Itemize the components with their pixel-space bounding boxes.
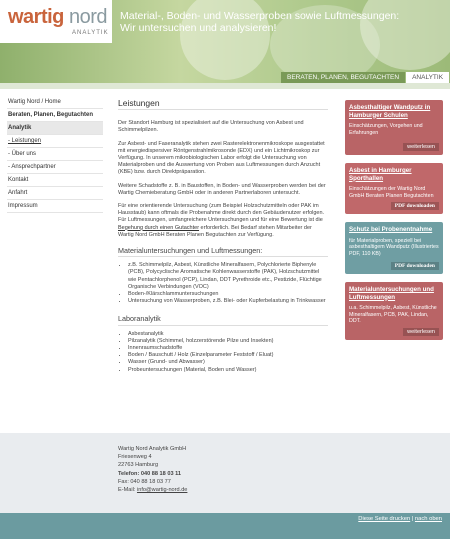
sidebar — [7, 96, 103, 213]
list-item: • Asbestanalytik — [128, 331, 328, 338]
sidebar-item-ueber-uns[interactable]: - Über uns — [7, 148, 103, 161]
page-title: Leistungen — [118, 100, 328, 110]
promo-materialuntersuchungen — [345, 282, 443, 340]
top-tabs — [280, 72, 449, 83]
paragraph-analytik: Zur Asbest- und Faseranalytik stehen zwei Rasterelektronenmikroskope ausgestattet mit energiedispersiver Röntgenstrahlmikrosonde (EDX) und ein Lichtmikroskop zur Verfügung. In unserem mikrobiologischen Labor erfolgt die Untersuchung von Materialproben und die Auswertung von Proben aus Luftmessungen durch Anzucht (KBE) bzw. durch Direktpräparation. — [118, 140, 325, 176]
footer-background — [0, 433, 450, 513]
promo-title[interactable]: Asbesthaltiger Wandputz in Hamburger Schulen — [349, 104, 431, 119]
tab-analytik[interactable]: ANALYTIK — [406, 72, 449, 83]
read-more-button[interactable]: weiterlesen — [403, 328, 439, 336]
footer-fax: Fax: 040 88 18 03 77 — [118, 478, 171, 485]
back-to-top-link[interactable]: nach oben — [414, 516, 442, 522]
heading-laboranalytik: Laboranalytik — [118, 315, 328, 325]
footer-company: Wartig Nord Analytik GmbH — [118, 446, 187, 452]
paragraph-standort: Der Standort Hamburg ist spezialisiert auf die Untersuchung von Asbest und Schimmelpilzen. — [118, 120, 304, 134]
sidebar-item-leistungen[interactable]: - Leistungen — [7, 135, 103, 148]
paragraph-luftmessung-post: erforderlich. Bei Bedarf stehen Mitarbeiter der Wartig Nord GmbH Beraten Planen Begutachten zur Verfügung. — [118, 224, 312, 238]
heading-materialuntersuchungen: Materialuntersuchungen und Luftmessungen: — [118, 247, 328, 257]
list-item: • Innenraumschadstoffe — [128, 345, 328, 352]
tagline — [120, 10, 440, 34]
promo-title[interactable]: Schutz bei Probenentnahme — [349, 226, 433, 233]
promo-text: Einschätzungen, Vorgehen und Erfahrungen — [349, 123, 423, 136]
footer-street: Friesenweg 4 — [118, 454, 152, 461]
paragraph-schadstoffe: Weitere Schadstoffe z. B. in Baustoffen, in Boden- und Wasserproben werden bei der Wartig Chemieberatung GmbH oder in anderen Partnerlaboren untersucht. — [118, 182, 326, 196]
bottom-separator: | — [410, 516, 415, 522]
sidebar-item-impressum[interactable]: Impressum — [7, 200, 103, 213]
list-item: • Boden / Bauschutt / Holz (Einzelparameter Feststoff / Eluat) — [128, 352, 328, 359]
pdf-download-button[interactable]: PDF downloaden — [391, 262, 439, 270]
bottom-links — [358, 516, 442, 522]
paragraph-orientierung-text: Für eine orientierende Untersuchung (zum Beispiel Holzschutzmitteln oder PAK im Hausstaub) kann oftmals die Probenahme direkt durch den Gebäudenutzer erfolgen. — [118, 203, 325, 217]
logo-subtitle: ANALYTIK — [72, 30, 109, 36]
sidebar-item-kontakt[interactable]: Kontakt — [7, 174, 103, 187]
list-item: • Pilzanalytik (Schimmel, holzzerstörende Pilze und Insekten) — [128, 338, 328, 345]
sidebar-item-anfahrt[interactable]: Anfahrt — [7, 187, 103, 200]
promo-wandputz — [345, 100, 443, 155]
footer-email-link[interactable]: info@wartig-nord.de — [136, 487, 188, 494]
tab-beraten[interactable]: BERATEN, PLANEN, BEGUTACHTEN — [281, 72, 405, 83]
read-more-button[interactable]: weiterlesen — [403, 143, 439, 151]
list-item: • Boden-/Klärschlammuntersuchungen — [128, 291, 328, 298]
logo[interactable] — [0, 0, 112, 43]
footer-city: 22763 Hamburg — [118, 462, 159, 469]
promo-text: u.a. Schimmelpilz, Asbest, Künstliche Mineralfasern, PCB, PAK, Lindan, DDT. — [349, 305, 437, 324]
list-item: • Wasser (Grund- und Abwasser) — [128, 359, 328, 366]
material-list — [118, 262, 328, 305]
labor-list — [118, 331, 328, 374]
paragraph-orientierung — [118, 203, 328, 239]
promo-sporthallen — [345, 163, 443, 214]
promo-probenentnahme — [345, 222, 443, 274]
footer-phone: Telefon: 040 88 18 03 11 — [118, 470, 182, 477]
footer-email-row — [118, 486, 187, 494]
print-page-link[interactable]: Diese Seite drucken — [358, 516, 411, 522]
list-item: • Untersuchung von Wasserproben, z.B. Blei- oder Kupferbelastung in Trinkwasser — [128, 298, 328, 305]
main-content — [118, 96, 328, 378]
sidebar-item-ansprechpartner[interactable]: - Ansprechpartner — [7, 161, 103, 174]
sidebar-item-analytik[interactable]: Analytik — [7, 122, 103, 135]
promo-title[interactable]: Materialuntersuchungen und Luftmessungen — [349, 286, 434, 301]
list-item: • z.B. Schimmelpilz, Asbest, Künstliche Mineralfasern, Polychlorierte Biphenyle (PCB), Polycyclische Aromatische Kohlenwasserstoffe (PAK), Holzschutzmittel wie Pentachlorphenol (PCP), Lindan, DDT Pyrethroide etc., Pestizide, Flüchtige Organische Verbindungen (VOC) — [128, 262, 328, 291]
logo-wartig: wartig — [8, 6, 64, 28]
logo-nord: nord — [68, 6, 107, 28]
pdf-download-button[interactable]: PDF downloaden — [391, 202, 439, 210]
header-divider — [0, 83, 450, 89]
gutachter-link[interactable]: Begehung durch einen Gutachter — [118, 224, 200, 231]
paragraph-luftmessung-pre: Für Luftmessungen, umfangreichere Untersuchungen und für eine Bewertung ist die — [118, 217, 323, 224]
tagline-line2: Wir untersuchen und analysieren! — [120, 22, 277, 34]
tagline-line1: Material-, Boden- und Wasserproben sowie Luftmessungen: — [120, 10, 400, 22]
list-item: • Probeuntersuchungen (Material, Boden und Wasser) — [128, 367, 328, 374]
promo-title[interactable]: Asbest in Hamburger Sporthallen — [349, 167, 412, 182]
promo-text: Einschätzungen der Wartig Nord GmbH Beraten Planen Begutachten — [349, 186, 434, 199]
sidebar-item-beraten[interactable]: Beraten, Planen, Begutachten — [7, 109, 103, 122]
promo-text: für Materialproben, speziell bei asbesthaltigem Wandputz (Illustriertes PDF, 110 KB) — [349, 237, 439, 257]
footer-address — [118, 445, 187, 494]
header-banner — [0, 0, 450, 83]
sidebar-item-home[interactable]: Wartig Nord / Home — [7, 96, 103, 109]
footer-email-label: E-Mail: — [118, 487, 137, 494]
